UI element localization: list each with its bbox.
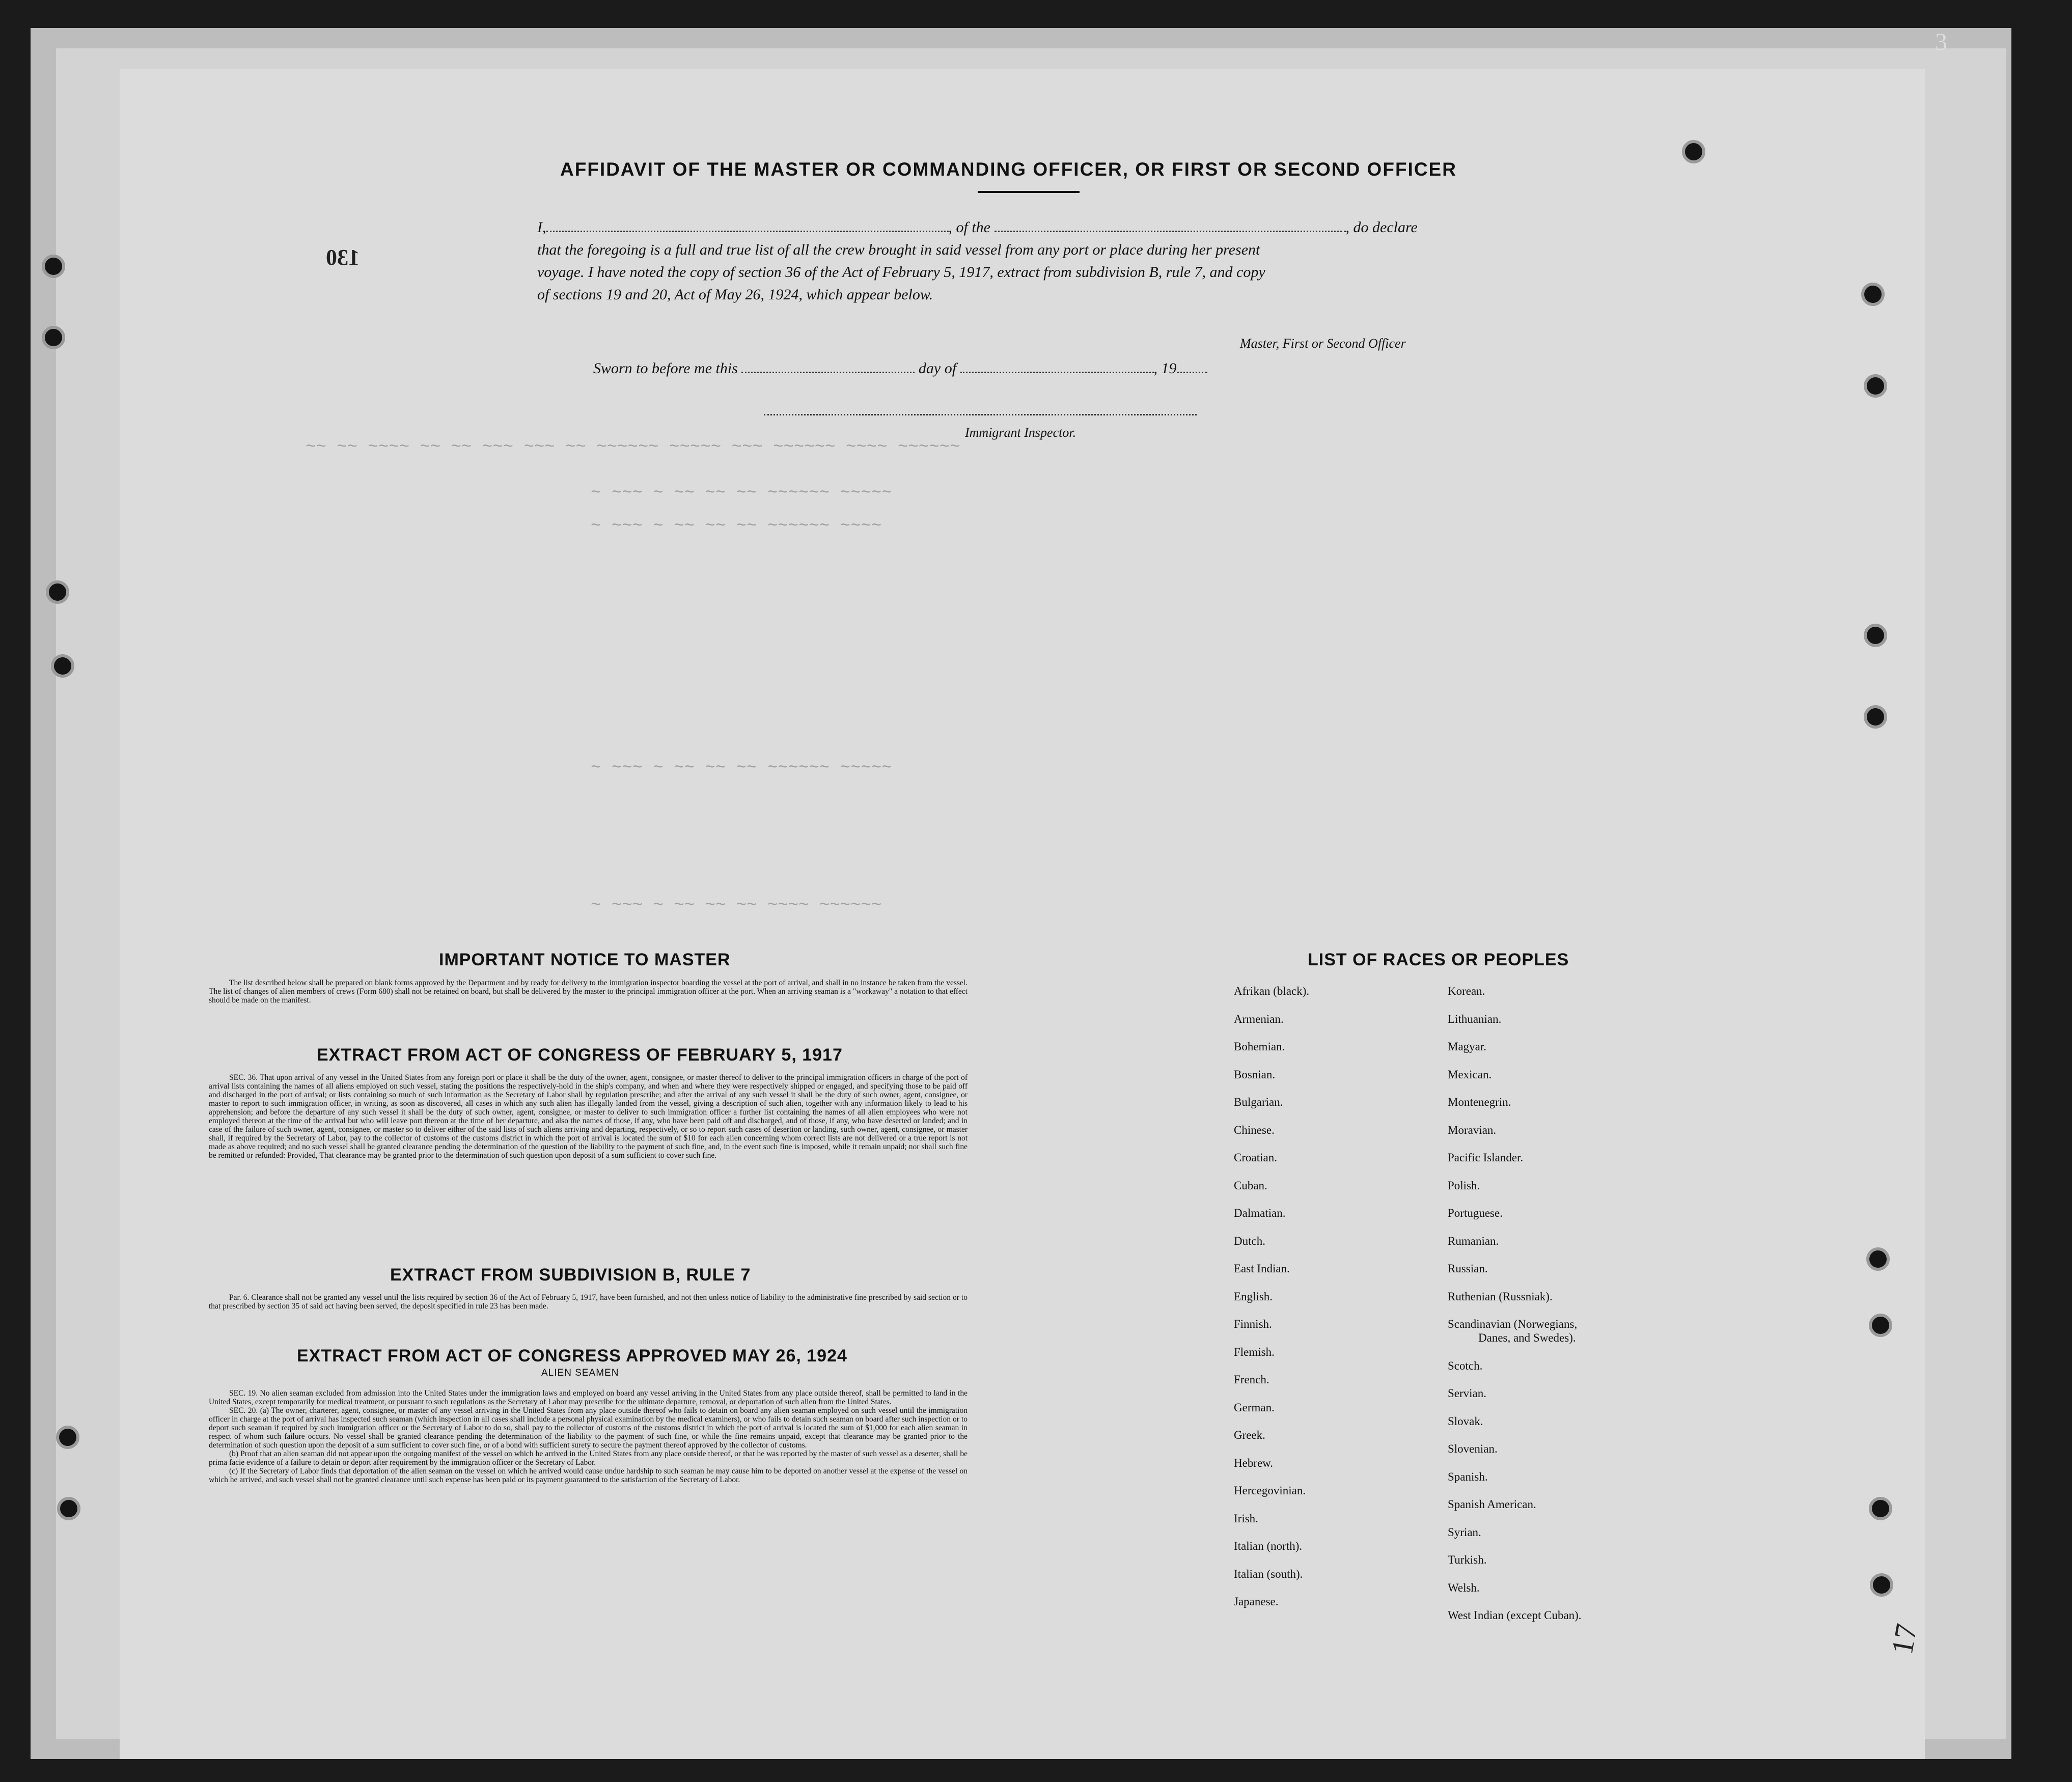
race-item: Slovak. [1448,1414,1483,1428]
corner-mark: 3 [1935,29,1947,55]
race-item: Armenian. [1234,1012,1284,1025]
race-item: Russian. [1448,1262,1488,1275]
bleed-through-row: ~ ~~~ ~ ~~ ~~ ~~ ~~~~~~ ~~~~ [591,517,882,536]
race-item: Magyar. [1448,1040,1487,1053]
affidavit-line-2: that the foregoing is a full and true list of all the crew brought in said vessel from any port or place during her present [537,241,1260,258]
race-item: Korean. [1448,985,1485,997]
race-item: East Indian. [1234,1262,1290,1275]
notice-title: IMPORTANT NOTICE TO MASTER [439,950,731,969]
affidavit-line-1 [537,219,1418,236]
subdivision-b-title: EXTRACT FROM SUBDIVISION B, RULE 7 [390,1265,751,1285]
race-item: Servian. [1448,1387,1487,1400]
sec19-paragraph: SEC. 19. No alien seaman excluded from admission into the United States under the immigration laws and employed on board any vessel arriving in the United States from any place outside thereof, shall be permitted to land in the United States, except temporarily for medical treatment, or pursuant to such regulations as the Secretary of Labor may prescribe for the ultimate departure, removal, or deportation of such alien from the United States. [209,1389,968,1406]
race-item: Polish. [1448,1179,1480,1192]
race-item: Spanish. [1448,1470,1488,1483]
binder-hole [1864,624,1887,647]
race-item: Turkish. [1448,1553,1487,1566]
inspector-signature-line[interactable] [764,414,1197,415]
race-item: Moravian. [1448,1123,1497,1136]
year-label: , 19 [1153,360,1177,377]
race-item: Montenegrin. [1448,1096,1511,1108]
binder-hole [1869,1314,1892,1337]
notice-text [209,979,968,1005]
race-item: Bohemian. [1234,1040,1285,1053]
race-item: Bulgarian. [1234,1096,1283,1108]
sec20b-paragraph: (b) Proof that an alien seaman did not appear upon the outgoing manifest of the vessel on which he arrived in the United States from any place outside thereof, or that he was reported by the master of such vessel as a deserter, shall be prima facie evidence of a failure to detain or deport after requirement by the immigration officer or the Secretary of Labor. [209,1450,968,1467]
bleed-through-row: ~ ~~~ ~ ~~ ~~ ~~ ~~~~~~ ~~~~~ [591,759,892,778]
vessel-blank[interactable] [994,231,1346,232]
sworn-day-blank[interactable] [741,372,915,373]
race-item: Afrikan (black). [1234,985,1310,997]
side-mark: 17 [1885,1621,1924,1657]
binder-hole [1866,1247,1890,1271]
year-blank[interactable] [1177,372,1207,373]
binder-hole [1861,283,1885,306]
race-item: Welsh. [1448,1581,1480,1594]
races-title: LIST OF RACES OR PEOPLES [1308,950,1569,969]
race-item: Chinese. [1234,1123,1275,1136]
race-item: Portuguese. [1448,1207,1503,1219]
race-item: Scotch. [1448,1359,1483,1372]
sec36-paragraph: SEC. 36. That upon arrival of any vessel in the United States from any foreign port or place it shall be the duty of the owner, agent, consignee, or master thereof to deliver to the principal immigration officers in charge of the port of arrival lists containing the names of all aliens employed on such vessel, stating the positions the respectively-hold in the ship's company, and when and where they were respectively shipped or engaged, and specifying those to be paid off and discharged in the port of arrival; or lists containing so much of such information as the Secretary of Labor shall by regulation prescribe; and after the arrival of any such vessel it shall be the duty of such owner, agent, consignee, or master to report to such immigration officer, in writing, as soon as discovered, all cases in which any such alien has illegally landed from the vessel, giving a description of such alien, together with any information likely to lead to his apprehension; and before the departure of any such vessel it shall be the duty of such owner, agent, consignee, or master to deliver to such immigration officer a further list containing the names of all alien employees who were not employed thereon at the time of the arrival but who will leave port thereon at the time of her departure, and also the names of those, if any, who have been paid off and discharged, and of those, if any, who have deserted or landed; and in case of the failure of such owner, agent, consignee, or master so to deliver either of the said lists of such aliens arriving and departing, respectively, or so to report such cases of desertion or landing, such owner, agent, consignee, or master shall, if required by the Secretary of Labor, pay to the collector of customs of the customs district in which the port of arrival is located the sum of $10 for each alien concerning whom correct lists are not delivered or a true report is not made as above required; and no such vessel shall be granted clearance pending the determination of the question of the liability to the payment of such fine, and, in the event such fine is imposed, while it remain unpaid; nor shall such fine be remitted or refunded: Provided, That clearance may be granted prior to the determination of such question upon deposit of a sum sufficient to cover such fine. [209,1073,968,1160]
race-item: Greek. [1234,1429,1265,1441]
extract-1924-text [209,1389,968,1484]
race-item: Ruthenian (Russniak). [1448,1290,1553,1303]
affidavit-declare: , do declare [1345,219,1418,236]
day-of-label: day of [918,360,957,377]
race-item: Lithuanian. [1448,1012,1502,1025]
race-item: German. [1234,1401,1275,1414]
form-sheet [120,69,1925,1759]
binder-hole [46,580,69,604]
stamp-number: 130 [326,245,360,270]
sworn-month-blank[interactable] [960,372,1154,373]
sec20a-paragraph: SEC. 20. (a) The owner, charterer, agent, consignee, or master of any vessel arriving in the United States from any place outside thereof who fails to detain on board any alien seaman employed on such vessel until the immigration officer in charge at the port of arrival has inspected such seaman (which inspection in all cases shall include a personal physical examination by the medical examiners), or who fails to detain such seaman on board after such inspection or to deport such seaman if required by such immigration officer or the Secretary of Labor to do so, shall pay to the collector of customs of the customs district in which the port of arrival is located the sum of $1,000 for each alien seaman in respect of whom such failure occurs. No vessel shall be granted clearance pending the determination of the liability to the payment of such fine, or while the fine remains unpaid, except that clearance may be granted prior to the determination of such question upon the deposit of a sum sufficient to cover such fine, or of a bond with sufficient surety to secure the payment thereof approved by the collector of customs. [209,1406,968,1450]
race-item: Hebrew. [1234,1456,1274,1469]
extract-1917-text [209,1073,968,1160]
affidavit-line-3: voyage. I have noted the copy of section 36 of the Act of February 5, 1917, extract from subdivision B, rule 7, and copy [537,264,1265,281]
par6-paragraph: Par. 6. Clearance shall not be granted any vessel until the lists required by section 36 of the Act of February 5, 1917, have been furnished, and not then unless notice of liability to the administrative fine prescribed by said section or to that prescribed by section 35 of said act having been served, the deposit specified in rule 23 has been made. [209,1293,968,1311]
binder-hole [57,1497,80,1520]
affidavit-i: I, [537,219,546,236]
race-item: Scandinavian (Norwegians, [1448,1318,1578,1330]
alien-seamen-subtitle: ALIEN SEAMEN [541,1368,619,1378]
race-item-continuation: Danes, and Swedes). [1478,1331,1576,1344]
binder-hole [1864,374,1887,398]
sworn-label: Sworn to before me this [593,360,738,377]
race-item: Japanese. [1234,1595,1279,1608]
sworn-line [593,360,1207,377]
binder-hole [1682,140,1705,163]
binder-hole [1869,1497,1892,1520]
race-item: Spanish American. [1448,1498,1536,1511]
bleed-through-row: ~ ~~~ ~ ~~ ~~ ~~ ~~~~~~ ~~~~~ [591,484,892,503]
race-item: Hercegovinian. [1234,1484,1306,1497]
master-label: Master, First or Second Officer [1240,336,1406,351]
name-blank[interactable] [546,231,949,232]
race-item: Finnish. [1234,1318,1272,1330]
bleed-through-row: ~~ ~~ ~~~~ ~~ ~~ ~~~ ~~~ ~~ ~~~~~~ ~~~~~ ~~~ ~~~~~~ ~~~~ ~~~~~~ [306,438,960,457]
sec20c-paragraph: (c) If the Secretary of Labor finds that deportation of the alien seaman on the vessel on which he arrived would cause undue hardship to such seaman he may cause him to be deported on another vessel at the expense of the vessel on which he arrived, and such vessel shall not be granted clearance until such expense has been paid or its payment guaranteed to the satisfaction of the Secretary of Labor. [209,1467,968,1484]
title-underline [978,191,1080,193]
affidavit-of-the: , of the [948,219,990,236]
extract-1924-title: EXTRACT FROM ACT OF CONGRESS APPROVED MAY 26, 1924 [297,1346,847,1366]
affidavit-title: AFFIDAVIT OF THE MASTER OR COMMANDING OFFICER, OR FIRST OR SECOND OFFICER [560,159,1457,180]
binder-hole [1870,1573,1893,1597]
race-item: English. [1234,1290,1273,1303]
binder-hole [51,654,74,678]
inspector-label: Immigrant Inspector. [965,425,1076,440]
race-item: West Indian (except Cuban). [1448,1609,1582,1622]
binder-hole [56,1426,79,1449]
race-item: Italian (north). [1234,1540,1303,1552]
race-item: Dalmatian. [1234,1207,1286,1219]
race-item: Pacific Islander. [1448,1151,1524,1164]
extract-1917-title: EXTRACT FROM ACT OF CONGRESS OF FEBRUARY 5, 1917 [317,1045,843,1065]
race-item: Bosnian. [1234,1068,1276,1081]
race-item: Flemish. [1234,1345,1275,1358]
binder-hole [42,255,65,278]
race-item: Syrian. [1448,1525,1481,1539]
binder-hole [1864,705,1887,729]
race-item: Dutch. [1234,1234,1265,1247]
bleed-through-row: ~ ~~~ ~ ~~ ~~ ~~ ~~~~ ~~~~~~ [591,896,882,915]
race-item: Italian (south). [1234,1567,1303,1580]
race-item: Croatian. [1234,1151,1277,1164]
race-item: Slovenian. [1448,1442,1498,1455]
race-item: Mexican. [1448,1068,1492,1081]
notice-paragraph: The list described below shall be prepared on blank forms approved by the Department and by ready for delivery to the immigration inspector boarding the vessel at the port of arrival, and shall in no instance be taken from the vessel. The list of changes of alien members of crews (Form 680) shall not be retained on board, but shall be delivered by the master to the principal immigration officer at the port. When an arriving seaman is a "workaway" a notation to that effect should be made on the manifest. [209,979,968,1005]
affidavit-line-4: of sections 19 and 20, Act of May 26, 1924, which appear below. [537,286,933,303]
race-item: Rumanian. [1448,1234,1499,1247]
binder-hole [42,326,65,349]
race-item: Cuban. [1234,1179,1267,1192]
race-item: French. [1234,1373,1269,1386]
race-item: Irish. [1234,1512,1258,1525]
subdivision-b-text [209,1293,968,1311]
